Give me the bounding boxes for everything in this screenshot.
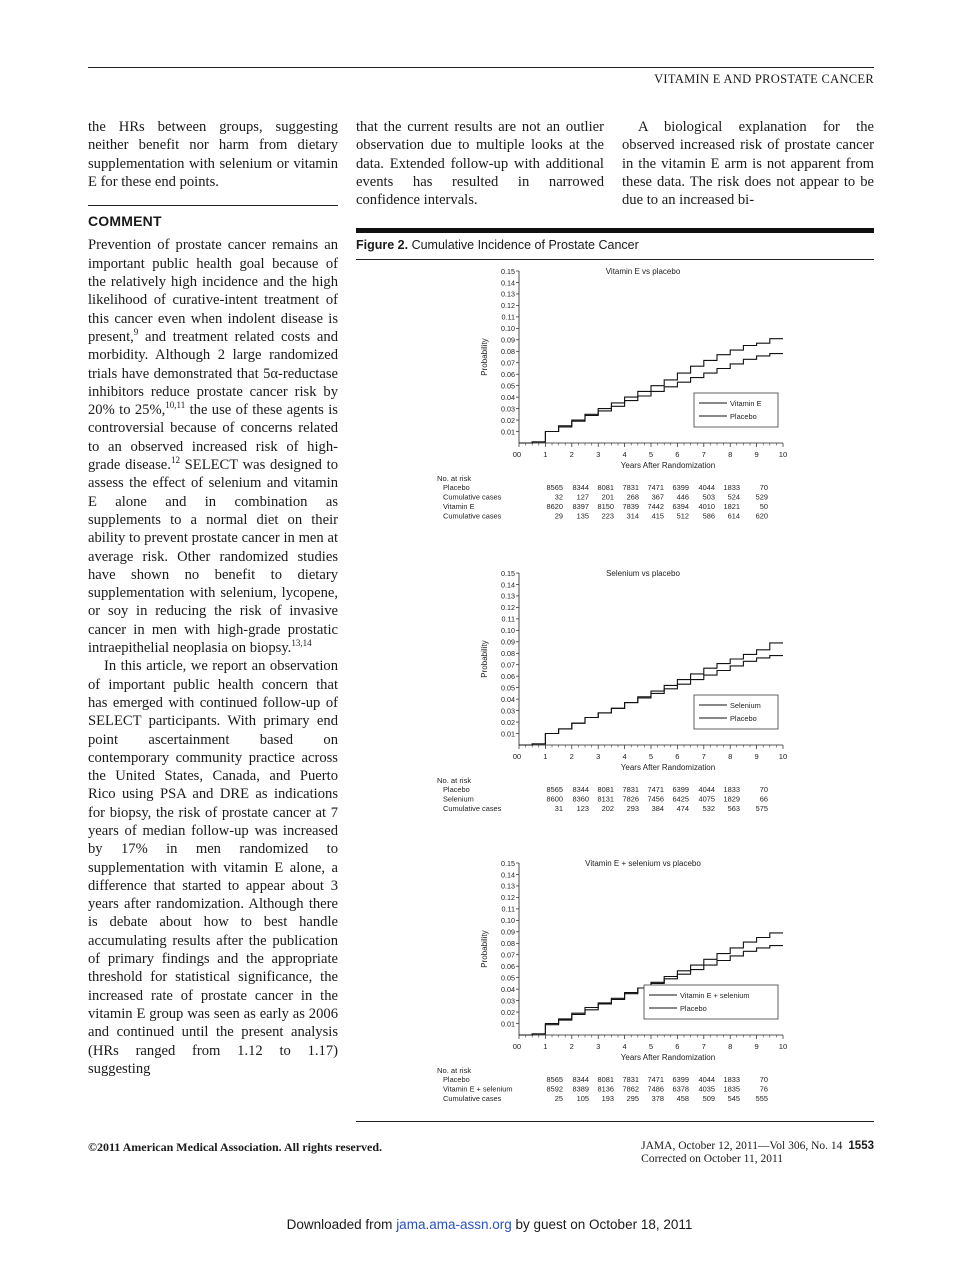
x-tick-label: 7 xyxy=(701,1042,706,1051)
risk-cell: 4010 xyxy=(698,502,715,511)
legend-label: Vitamin E xyxy=(730,398,762,408)
risk-cell: 135 xyxy=(576,511,589,521)
risk-cell: 620 xyxy=(755,511,768,521)
risk-row-label: Cumulative cases xyxy=(443,1094,502,1103)
risk-cell: 7826 xyxy=(622,794,639,804)
risk-cell: 6399 xyxy=(672,785,689,794)
x-tick-label: 0 xyxy=(516,450,522,459)
risk-cell: 8081 xyxy=(597,1075,614,1084)
y-axis-label: Probability xyxy=(480,338,489,376)
y-tick-label: 0.08 xyxy=(501,939,515,949)
risk-cell: 8389 xyxy=(572,1084,589,1094)
y-tick-label: 0.04 xyxy=(501,392,515,402)
risk-cell: 8600 xyxy=(546,794,563,804)
risk-cell: 8620 xyxy=(546,502,563,511)
legend-label: Vitamin E + selenium xyxy=(680,990,750,1000)
x-tick-label: 4 xyxy=(622,752,627,761)
risk-cell: 503 xyxy=(702,492,715,502)
risk-cell: 1833 xyxy=(723,785,740,794)
x-tick-label: 1 xyxy=(543,450,548,459)
x-tick-label: 6 xyxy=(675,450,680,459)
text-column-3 xyxy=(622,118,874,209)
y-tick-label: 0.15 xyxy=(501,266,515,276)
download-link[interactable]: jama.ama-assn.org xyxy=(396,1217,512,1232)
risk-cell: 1829 xyxy=(723,794,740,804)
x-origin-label: 0 xyxy=(512,752,517,761)
risk-cell: 7471 xyxy=(647,785,664,794)
risk-cell: 32 xyxy=(554,492,563,502)
chart-title: Vitamin E vs placebo xyxy=(605,267,681,276)
risk-cell: 295 xyxy=(626,1094,639,1103)
y-tick-label: 0.06 xyxy=(501,672,515,681)
risk-cell: 458 xyxy=(676,1094,689,1103)
risk-cell: 4044 xyxy=(698,1075,715,1084)
y-tick-label: 0.08 xyxy=(501,649,515,659)
risk-cell: 384 xyxy=(651,804,664,813)
risk-cell: 378 xyxy=(651,1094,664,1103)
legend-label: Placebo xyxy=(730,713,757,723)
risk-cell: 7831 xyxy=(622,1075,639,1084)
x-tick-label: 0 xyxy=(516,1042,522,1051)
y-tick-label: 0.01 xyxy=(501,427,515,437)
y-tick-label: 0.01 xyxy=(501,1019,515,1029)
citation-ref[interactable]: 12 xyxy=(170,455,180,466)
risk-cell: 7471 xyxy=(647,1075,664,1084)
paragraph-comment-2: In this article, we report an observation of important public health concern that has emerged with continued follow-up of SELECT participants. With primary end point ascertainment based on contemporary community practice across the United States, Canada, and Puerto Rico using PSA and DRE as indications for biopsy, the risk of prostate cancer at 7 years of median follow-up was increased by 17% in men randomized to supplementation with vitamin E alone, a difference that started to appear about 3 years after randomization. Although there is debate about how to best handle accumulating results after the publication of primary findings and the appropriate threshold for statistical significance, the increased rate of prostate cancer in the vitamin E group was seen as early as 2006 and continued until the present analysis (HRs ranged from 1.12 to 1.17) suggesting xyxy=(88,658,338,1077)
y-tick-label: 0.06 xyxy=(501,962,515,971)
y-tick-label: 0.14 xyxy=(501,870,515,880)
risk-cell: 586 xyxy=(702,511,715,521)
x-tick-label: 6 xyxy=(675,752,680,761)
x-tick-label: 4 xyxy=(622,1042,627,1051)
y-tick-label: 0.05 xyxy=(501,973,515,983)
y-tick-label: 0.07 xyxy=(501,660,515,670)
figure-label: Figure 2. xyxy=(356,238,409,252)
section-rule xyxy=(88,205,338,206)
risk-cell: 70 xyxy=(759,483,768,492)
risk-row-label: Vitamin E + selenium xyxy=(443,1084,513,1094)
y-tick-label: 0.02 xyxy=(501,717,515,727)
y-tick-label: 0.14 xyxy=(501,278,515,288)
y-tick-label: 0.11 xyxy=(501,904,515,914)
risk-cell: 8344 xyxy=(572,483,589,492)
risk-cell: 66 xyxy=(759,794,768,804)
risk-cell: 6394 xyxy=(672,502,689,511)
page-number: 1553 xyxy=(848,1140,874,1152)
x-tick-label: 7 xyxy=(701,752,706,761)
risk-cell: 8081 xyxy=(597,483,614,492)
risk-cell: 512 xyxy=(676,511,689,521)
y-tick-label: 0.15 xyxy=(501,858,515,868)
cumulative-incidence-charts xyxy=(356,228,874,1122)
x-tick-label: 6 xyxy=(675,1042,680,1051)
risk-cell: 7456 xyxy=(647,794,664,804)
x-tick-label: 2 xyxy=(569,450,574,459)
y-tick-label: 0.11 xyxy=(501,614,515,624)
y-tick-label: 0.02 xyxy=(501,1007,515,1017)
y-tick-label: 0.07 xyxy=(501,358,515,368)
y-tick-label: 0.03 xyxy=(501,404,515,414)
risk-cell: 127 xyxy=(576,492,589,502)
paragraph-results-end: the HRs between groups, suggesting neither benefit nor harm from dietary supplementation with selenium or vitamin E for these end points. xyxy=(88,119,338,190)
chart-panel-3 xyxy=(437,859,787,1103)
x-tick-label: 4 xyxy=(622,450,627,459)
y-tick-label: 0.03 xyxy=(501,996,515,1006)
y-tick-label: 0.01 xyxy=(501,729,515,739)
x-origin-label: 0 xyxy=(512,1042,517,1051)
risk-row-label: Vitamin E xyxy=(443,502,475,511)
risk-cell: 123 xyxy=(576,804,589,813)
y-tick-label: 0.10 xyxy=(501,916,515,926)
x-tick-label: 10 xyxy=(778,450,788,459)
header-rule xyxy=(88,67,874,68)
y-tick-label: 0.09 xyxy=(501,335,515,345)
risk-cell: 614 xyxy=(727,511,740,521)
y-tick-label: 0.06 xyxy=(501,370,515,379)
risk-row-label: Cumulative cases xyxy=(443,511,502,521)
y-tick-label: 0.05 xyxy=(501,683,515,693)
risk-cell: 509 xyxy=(702,1094,715,1103)
risk-cell: 4035 xyxy=(698,1084,715,1094)
y-tick-label: 0.04 xyxy=(501,984,515,994)
risk-cell: 7442 xyxy=(647,502,664,511)
paragraph-col2: that the current results are not an outlier observation due to multiple looks at the data. Extended follow-up with additional events has resulted in narrowed confidence intervals. xyxy=(356,119,604,209)
citation-ref[interactable]: 9 xyxy=(133,327,139,338)
y-tick-label: 0.13 xyxy=(501,289,515,299)
x-axis-label: Years After Randomization xyxy=(620,763,716,772)
risk-cell: 29 xyxy=(554,511,563,521)
risk-cell: 8360 xyxy=(572,794,589,804)
text-column-1 xyxy=(88,118,338,1078)
x-tick-label: 10 xyxy=(778,752,788,761)
footer-copyright: ©2011 American Medical Association. All rights reserved. xyxy=(88,1140,383,1154)
risk-cell: 474 xyxy=(676,804,689,813)
chart-title: Vitamin E + selenium vs placebo xyxy=(585,859,701,868)
download-notice: Downloaded from jama.ama-assn.org by guest on October 18, 2011 xyxy=(286,1217,693,1232)
risk-cell: 8592 xyxy=(546,1084,563,1094)
risk-cell: 555 xyxy=(755,1094,768,1103)
x-tick-label: 3 xyxy=(596,450,601,459)
risk-cell: 1833 xyxy=(723,483,740,492)
risk-cell: 31 xyxy=(554,804,563,813)
risk-table-heading: No. at risk xyxy=(437,1066,472,1075)
legend-label: Selenium xyxy=(730,700,761,710)
risk-cell: 1835 xyxy=(723,1084,740,1094)
citation-ref[interactable]: 13,14 xyxy=(291,638,312,649)
risk-cell: 8565 xyxy=(546,785,563,794)
x-tick-label: 5 xyxy=(648,752,654,761)
chart-panel-2 xyxy=(437,569,787,813)
risk-cell: 293 xyxy=(626,804,639,813)
risk-cell: 7831 xyxy=(622,785,639,794)
y-tick-label: 0.13 xyxy=(501,591,515,601)
chart-panel-1 xyxy=(437,267,787,521)
risk-cell: 201 xyxy=(601,492,614,502)
x-tick-label: 9 xyxy=(754,752,759,761)
risk-cell: 268 xyxy=(626,492,639,502)
y-tick-label: 0.05 xyxy=(501,381,515,391)
x-origin-label: 0 xyxy=(512,450,517,459)
running-head: VITAMIN E AND PROSTATE CANCER xyxy=(654,72,874,86)
risk-cell: 529 xyxy=(755,492,768,502)
risk-cell: 8344 xyxy=(572,785,589,794)
citation-ref[interactable]: 10,11 xyxy=(165,400,186,411)
risk-cell: 50 xyxy=(759,502,768,511)
y-tick-label: 0.10 xyxy=(501,324,515,334)
risk-cell: 7862 xyxy=(622,1084,639,1094)
risk-cell: 1833 xyxy=(723,1075,740,1084)
risk-row-label: Placebo xyxy=(443,785,470,794)
y-tick-label: 0.12 xyxy=(501,893,515,903)
figure-title: Cumulative Incidence of Prostate Cancer xyxy=(411,238,639,252)
y-tick-label: 0.08 xyxy=(501,347,515,357)
risk-cell: 446 xyxy=(676,492,689,502)
risk-cell: 8565 xyxy=(546,483,563,492)
risk-cell: 8565 xyxy=(546,1075,563,1084)
y-tick-label: 0.14 xyxy=(501,580,515,590)
risk-cell: 105 xyxy=(576,1094,589,1103)
x-tick-label: 0 xyxy=(516,752,522,761)
x-tick-label: 2 xyxy=(569,1042,574,1051)
figure-2 xyxy=(356,228,874,1122)
risk-row-label: Cumulative cases xyxy=(443,492,502,502)
risk-cell: 8136 xyxy=(597,1084,614,1094)
x-axis-label: Years After Randomization xyxy=(620,1053,716,1062)
risk-cell: 4044 xyxy=(698,483,715,492)
risk-cell: 4044 xyxy=(698,785,715,794)
section-heading-comment: COMMENT xyxy=(88,213,162,230)
risk-cell: 7471 xyxy=(647,483,664,492)
x-tick-label: 5 xyxy=(648,450,654,459)
y-tick-label: 0.04 xyxy=(501,694,515,704)
risk-cell: 7831 xyxy=(622,483,639,492)
risk-cell: 1821 xyxy=(723,502,740,511)
risk-cell: 8344 xyxy=(572,1075,589,1084)
x-tick-label: 7 xyxy=(701,450,706,459)
risk-cell: 8081 xyxy=(597,785,614,794)
risk-table-heading: No. at risk xyxy=(437,776,472,785)
risk-cell: 6378 xyxy=(672,1084,689,1094)
risk-cell: 7486 xyxy=(647,1084,664,1094)
x-tick-label: 3 xyxy=(596,1042,601,1051)
risk-cell: 8131 xyxy=(597,794,614,804)
risk-cell: 25 xyxy=(554,1094,563,1103)
risk-cell: 545 xyxy=(727,1094,740,1103)
risk-table-heading: No. at risk xyxy=(437,474,472,483)
risk-row-label: Placebo xyxy=(443,1075,470,1084)
legend-label: Placebo xyxy=(680,1003,707,1013)
risk-cell: 575 xyxy=(755,804,768,813)
risk-cell: 563 xyxy=(727,804,740,813)
risk-cell: 314 xyxy=(626,511,639,521)
x-tick-label: 2 xyxy=(569,752,574,761)
risk-cell: 524 xyxy=(727,492,740,502)
risk-cell: 4075 xyxy=(698,794,715,804)
risk-cell: 70 xyxy=(759,1075,768,1084)
risk-row-label: Cumulative cases xyxy=(443,804,502,813)
risk-cell: 223 xyxy=(601,511,614,521)
risk-cell: 193 xyxy=(601,1094,614,1103)
y-tick-label: 0.03 xyxy=(501,706,515,716)
x-tick-label: 8 xyxy=(728,1042,733,1051)
risk-cell: 6425 xyxy=(672,794,689,804)
footer-journal: JAMA, October 12, 2011—Vol 306, No. 14 xyxy=(641,1140,843,1152)
paragraph-col3: A biological explanation for the observed increased risk of prostate cancer in the vitamin E arm is not apparent from these data. The risk does not appear to be due to an increased bi- xyxy=(622,119,874,209)
risk-cell: 8397 xyxy=(572,502,589,511)
x-tick-label: 1 xyxy=(543,1042,548,1051)
risk-cell: 202 xyxy=(601,804,614,813)
footer-citation xyxy=(641,1140,874,1166)
y-tick-label: 0.15 xyxy=(501,568,515,578)
x-axis-label: Years After Randomization xyxy=(620,461,716,470)
y-tick-label: 0.12 xyxy=(501,603,515,613)
risk-cell: 415 xyxy=(651,511,664,521)
y-axis-label: Probability xyxy=(480,640,489,678)
y-axis-label: Probability xyxy=(480,930,489,968)
y-tick-label: 0.12 xyxy=(501,301,515,311)
risk-row-label: Placebo xyxy=(443,483,470,492)
y-tick-label: 0.09 xyxy=(501,927,515,937)
x-tick-label: 3 xyxy=(596,752,601,761)
risk-cell: 8150 xyxy=(597,502,614,511)
x-tick-label: 9 xyxy=(754,450,759,459)
risk-cell: 70 xyxy=(759,785,768,794)
x-tick-label: 9 xyxy=(754,1042,759,1051)
risk-cell: 6399 xyxy=(672,483,689,492)
chart-title: Selenium vs placebo xyxy=(606,569,680,578)
legend-label: Placebo xyxy=(730,411,757,421)
risk-cell: 76 xyxy=(759,1084,768,1094)
x-tick-label: 5 xyxy=(648,1042,654,1051)
figure-bottom-rule xyxy=(356,1121,874,1122)
x-tick-label: 10 xyxy=(778,1042,788,1051)
paragraph-comment-1: Prevention of prostate cancer remains an important public health goal because of the relatively high incidence and the high likelihood of curative-intent treatment of this cancer even when indolent disease is present,$^9$ and treatment related costs and morbidity. Although 2 large randomized trials have demonstrated that 5α-reductase inhibitors reduce prostate cancer risk by 20% to 25%,$^{10,11}$ the use of these agents is controversial because of concerns related to an observed increased risk of high-grade disease.$^{12}$ SELECT was designed to assess the effect of selenium and vitamin E alone and in combination as supplements to a normal diet on their ability to prevent prostate cancer in men at average risk. Other randomized studies have shown no benefit to dietary supplementation with selenium, lycopene, or soy in reducing the risk of invasive cancer in men with high-grade prostatic intraepithelial neoplasia on biopsy.$^{13,14}$ xyxy=(88,237,338,657)
text-column-2 xyxy=(356,118,604,209)
risk-cell: 7839 xyxy=(622,502,639,511)
y-tick-label: 0.11 xyxy=(501,312,515,322)
risk-row-label: Selenium xyxy=(443,794,474,804)
y-tick-label: 0.02 xyxy=(501,415,515,425)
y-tick-label: 0.13 xyxy=(501,881,515,891)
x-tick-label: 8 xyxy=(728,752,733,761)
risk-cell: 532 xyxy=(702,804,715,813)
risk-cell: 6399 xyxy=(672,1075,689,1084)
y-tick-label: 0.07 xyxy=(501,950,515,960)
y-tick-label: 0.10 xyxy=(501,626,515,636)
y-tick-label: 0.09 xyxy=(501,637,515,647)
footer-corrected: Corrected on October 11, 2011 xyxy=(641,1153,784,1165)
x-tick-label: 1 xyxy=(543,752,548,761)
x-tick-label: 8 xyxy=(728,450,733,459)
risk-cell: 367 xyxy=(651,492,664,502)
